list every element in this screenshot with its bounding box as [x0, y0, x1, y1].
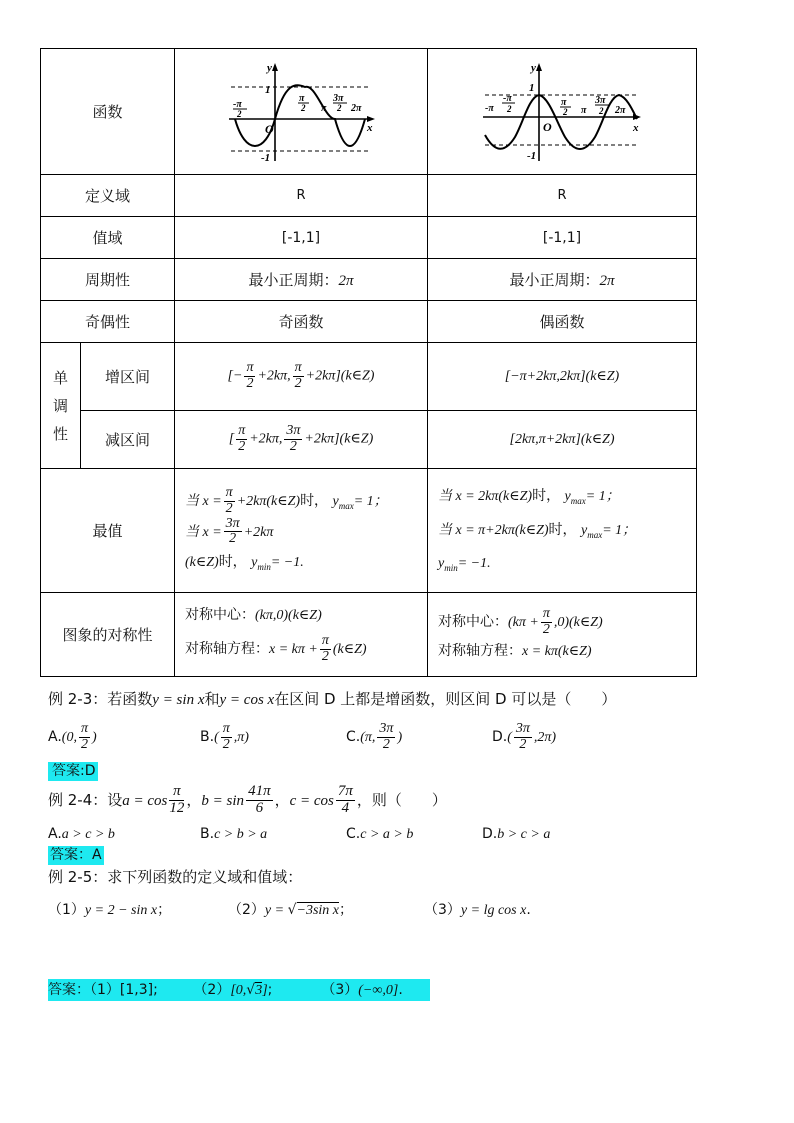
symmetry-row — [41, 593, 697, 677]
range-row — [41, 217, 697, 259]
example-2-3-answer: 答案:D — [48, 762, 98, 781]
cos-extrema — [428, 469, 697, 593]
example-2-3-question: 例 2-3：若函数y = sin x和y = cos x在区间 D 上都是增函数，则区间 D 可以是（ ） — [48, 690, 617, 708]
sin-tick-2: 2 — [237, 108, 242, 119]
cos-axis-line: 对称轴方程：x = kπ(k∈Z) — [438, 643, 592, 660]
extrema-row — [41, 469, 697, 593]
sin-inc-mid: +2kπ, — [257, 368, 291, 384]
example-2-3-option-c: C.(π, $\frac{3\pi}{2}$ ) — [346, 721, 403, 752]
sin-period — [175, 259, 428, 301]
cos-tick-3pi: 3π — [595, 94, 606, 106]
example-2-4-answer: 答案：A — [50, 847, 102, 863]
sin-dec-mid: +2kπ, — [249, 431, 283, 447]
cos-period — [428, 259, 697, 301]
sin-dec-open: [ — [228, 431, 235, 447]
sin-graph-cell — [175, 49, 428, 175]
extrema-label: 最值 — [41, 469, 175, 593]
sin-inc-frac2: $\frac{\pi}{2}$ — [294, 360, 302, 391]
cos-x-label: x — [633, 121, 639, 134]
sin-inc-frac1: $\frac{\pi}{2}$ — [246, 360, 254, 391]
domain-row — [41, 175, 697, 217]
example-2-3-option-a: A.(0, $\frac{\pi}{2}$ ) — [48, 721, 97, 752]
sin-inc-open: [− — [227, 368, 243, 384]
cos-origin-label: O — [543, 119, 552, 134]
sin-range: [-1,1] — [175, 217, 428, 259]
increasing-label: 增区间 — [81, 343, 175, 411]
example-2-5-part-2: （2）y = √−3sin x； — [228, 902, 354, 918]
cos-max-line: 当 x = 2kπ(k∈Z)时， $y_{max}= 1$； — [438, 488, 620, 506]
sin-tick-3pi: 3π — [333, 92, 344, 104]
function-header-cell — [41, 49, 175, 175]
example-2-5-question: 例 2-5：求下列函数的定义域和值域： — [48, 868, 303, 886]
cos-decreasing: [2kπ,π+2kπ](k∈Z) — [428, 411, 697, 469]
sin-dec-frac2: $\frac{3\pi}{2}$ — [286, 423, 301, 454]
sin-dec-frac1: $\frac{\pi}{2}$ — [238, 423, 246, 454]
sin-period-prefix: 最小正周期： — [248, 271, 339, 289]
sin-extrema — [175, 469, 428, 593]
cos-symmetry — [428, 593, 697, 677]
cos-min-line: $y_{min}= -1$. — [438, 556, 491, 574]
parity-row — [41, 301, 697, 343]
decreasing-row — [41, 411, 697, 469]
symmetry-label: 图象的对称性 — [41, 593, 175, 677]
cos-period-prefix: 最小正周期： — [509, 271, 600, 289]
cos-tick-neg-pi: -π — [485, 102, 494, 114]
mono-char-3: 性 — [52, 424, 68, 443]
cos-neg-one-label: -1 — [527, 149, 537, 162]
decreasing-label: 减区间 — [81, 411, 175, 469]
sin-parity: 奇函数 — [175, 301, 428, 343]
cos-graph — [477, 57, 647, 167]
mono-char-1: 单 — [52, 368, 68, 387]
cos-range: [-1,1] — [428, 217, 697, 259]
sin-dec-tail: +2kπ](k∈Z) — [304, 431, 374, 447]
monotonic-label — [41, 343, 81, 469]
sqrt-symbol: √ — [287, 902, 297, 918]
increasing-row — [41, 343, 697, 411]
sin-tick-2c: 2 — [337, 102, 342, 113]
example-2-4-option-d: D.b > c > a — [482, 826, 551, 842]
cos-tick-2: 2 — [507, 103, 512, 114]
sin-origin-label: O — [265, 121, 274, 136]
cos-tick-neg-pi2: -π — [503, 92, 512, 104]
sin-decreasing — [175, 411, 428, 469]
example-2-4-option-b: B.c > b > a — [200, 826, 268, 842]
sin-neg-one-label: -1 — [261, 151, 271, 164]
cos-one-label: 1 — [529, 81, 535, 94]
sin-max-line: 当 x = $\frac{\pi}{2}$ +2kπ(k∈Z)时， $y_{max}= 1$； — [185, 485, 388, 517]
example-2-5-part-3: （3）y = lg cos x. — [424, 902, 531, 918]
sin-x-label: x — [367, 121, 373, 134]
cos-tick-pi2: π — [581, 104, 587, 116]
example-2-4-question: 例 2-4：设a = cos $\frac{\pi}{12}$ ，b = sin $\frac{41\pi}{6}$ ，c = cos $\frac{7\pi}{4}$ ，则（ ） — [48, 783, 447, 816]
domain-label: 定义域 — [41, 175, 175, 217]
sin-period-value: 2π — [338, 273, 354, 289]
function-header-label: 函数 — [92, 103, 123, 121]
sin-tick-pi2: π — [321, 102, 327, 114]
cos-tick-2c: 2 — [599, 105, 604, 116]
sin-tick-pi: π — [299, 92, 305, 104]
sin-tick-2pi: 2π — [351, 102, 362, 114]
cos-domain: R — [428, 175, 697, 217]
period-label: 周期性 — [41, 259, 175, 301]
mono-char-2: 调 — [52, 396, 68, 415]
sin-one-label: 1 — [265, 83, 271, 96]
trig-properties-table — [40, 48, 697, 677]
example-2-4-option-a: A.a > c > b — [48, 826, 115, 842]
cos-tick-2pi: 2π — [615, 104, 626, 116]
cos-parity: 偶函数 — [428, 301, 697, 343]
parity-label: 奇偶性 — [41, 301, 175, 343]
example-2-3-option-b: B.( $\frac{\pi}{2}$ ,π) — [200, 721, 249, 752]
cos-y-label: y — [531, 61, 536, 74]
sin-domain: R — [175, 175, 428, 217]
sin-symmetry — [175, 593, 428, 677]
sin-axis-line: 对称轴方程：x = kπ + $\frac{\pi}{2}$ (k∈Z) — [185, 632, 367, 664]
cos-center-line: 对称中心：(kπ + $\frac{\pi}{2}$ ,0)(k∈Z) — [438, 605, 603, 637]
sin-inc-tail: +2kπ](k∈Z) — [305, 368, 375, 384]
example-2-5-answer: 答案：（1）[1,3]; （2）[0,√3]; （3）(−∞,0]. — [48, 979, 430, 1001]
example-2-5-part-1: （1）y = 2 − sin x； — [48, 902, 172, 918]
example-2-3-option-d: D.( $\frac{3\pi}{2}$ ,2π) — [492, 721, 557, 752]
sin-graph — [221, 57, 381, 167]
cos-increasing: [−π+2kπ,2kπ](k∈Z) — [428, 343, 697, 411]
sin-tick-2b: 2 — [301, 102, 306, 113]
cos-graph-cell — [428, 49, 697, 175]
range-label: 值域 — [41, 217, 175, 259]
period-row — [41, 259, 697, 301]
cos-period-value: 2π — [599, 273, 615, 289]
cos-tick-pi: π — [561, 96, 567, 108]
sin-tick-neg-pi: -π — [233, 98, 242, 110]
sin-increasing — [175, 343, 428, 411]
sin-center-line: 对称中心：(kπ,0)(k∈Z) — [185, 606, 322, 623]
sin-y-label: y — [267, 61, 272, 74]
sin-min-line: 当 x = $\frac{3\pi}{2}$ +2kπ — [185, 515, 274, 547]
sin-min-cond: (k∈Z)时， $y_{min}= -1$. — [185, 554, 304, 572]
cos-max-line-2: 当 x = π+2kπ(k∈Z)时， $y_{max}= 1$； — [438, 521, 637, 540]
cos-tick-2b: 2 — [563, 106, 568, 117]
example-2-4-option-c: C.c > a > b — [346, 826, 414, 842]
